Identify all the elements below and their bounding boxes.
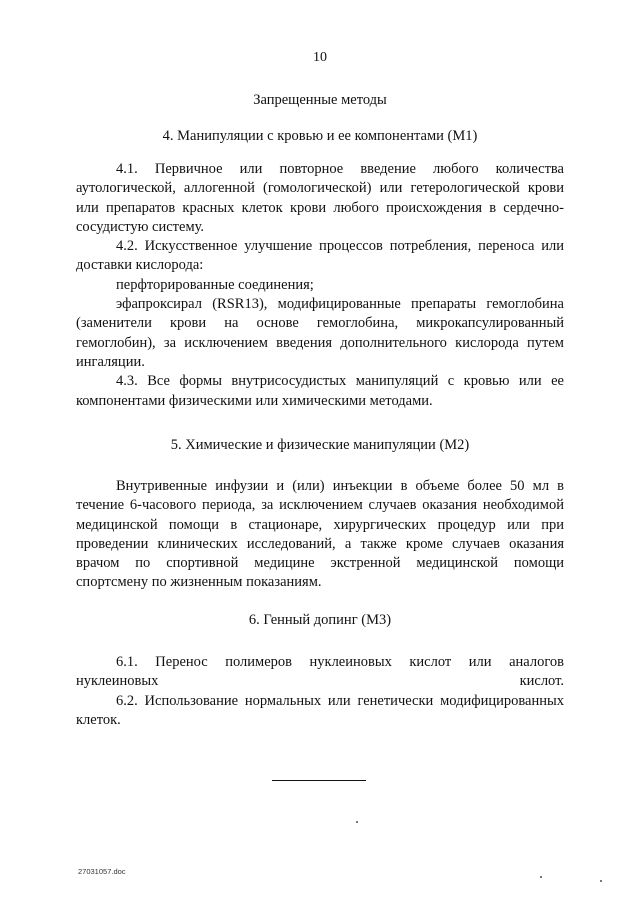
paragraph-4-1: 4.1. Первичное или повторное введение любого количества аутологической, аллогенной (гомологической) или гетерологической крови или препаратов красных клеток крови любого происхождения в сердечно-сосудистую систему.	[76, 161, 564, 235]
paragraph-4-2-item-2: эфапроксирал (RSR13), модифицированные препараты гемоглобина (заменители крови на основе гемоглобина, микрокапсулированный гемоглобин), за исключением введения дополнительного кислорода путем ингаляции.	[76, 296, 564, 370]
end-separator-line	[272, 780, 366, 781]
section-body-6	[76, 653, 564, 730]
scan-speck	[540, 876, 542, 878]
section-body-5	[76, 477, 564, 593]
paragraph-6-1: 6.1. Перенос полимеров нуклеиновых кислот или аналогов нуклеиновых кислот.	[76, 654, 564, 690]
paragraph-4-3: 4.3. Все формы внутрисосудистых манипуляций с кровью или ее компонентами физическими или химическими методами.	[76, 373, 564, 409]
page-title: Запрещенные методы	[253, 92, 387, 108]
scan-speck	[600, 880, 602, 882]
section-heading-4: 4. Манипуляции с кровью и ее компонентами (M1)	[162, 128, 478, 144]
document-code: 27031057.doc	[78, 867, 126, 876]
section-body-4	[76, 160, 564, 411]
page-number: 10	[313, 50, 327, 65]
section-heading-6: 6. Генный допинг (M3)	[248, 612, 392, 628]
paragraph-4-2-item-1: перфторированные соединения;	[116, 276, 314, 293]
paragraph-6-2: 6.2. Использование нормальных или генетически модифицированных клеток.	[76, 692, 564, 728]
paragraph-5: Внутривенные инфузии и (или) инъекции в объеме более 50 мл в течение 6-часового периода, за исключением случаев оказания необходимой медицинской помощи в стационаре, хирургических процедур или при проведении клинических исследований, а также кроме случаев оказания врачом по спортивной медицине экстренной медицинской помощи спортсмену по жизненным показаниям.	[76, 478, 564, 591]
paragraph-4-2: 4.2. Искусственное улучшение процессов потребления, переноса или доставки кислорода:	[76, 238, 564, 274]
scan-speck	[356, 821, 358, 823]
section-heading-5: 5. Химические и физические манипуляции (M2)	[170, 437, 470, 453]
